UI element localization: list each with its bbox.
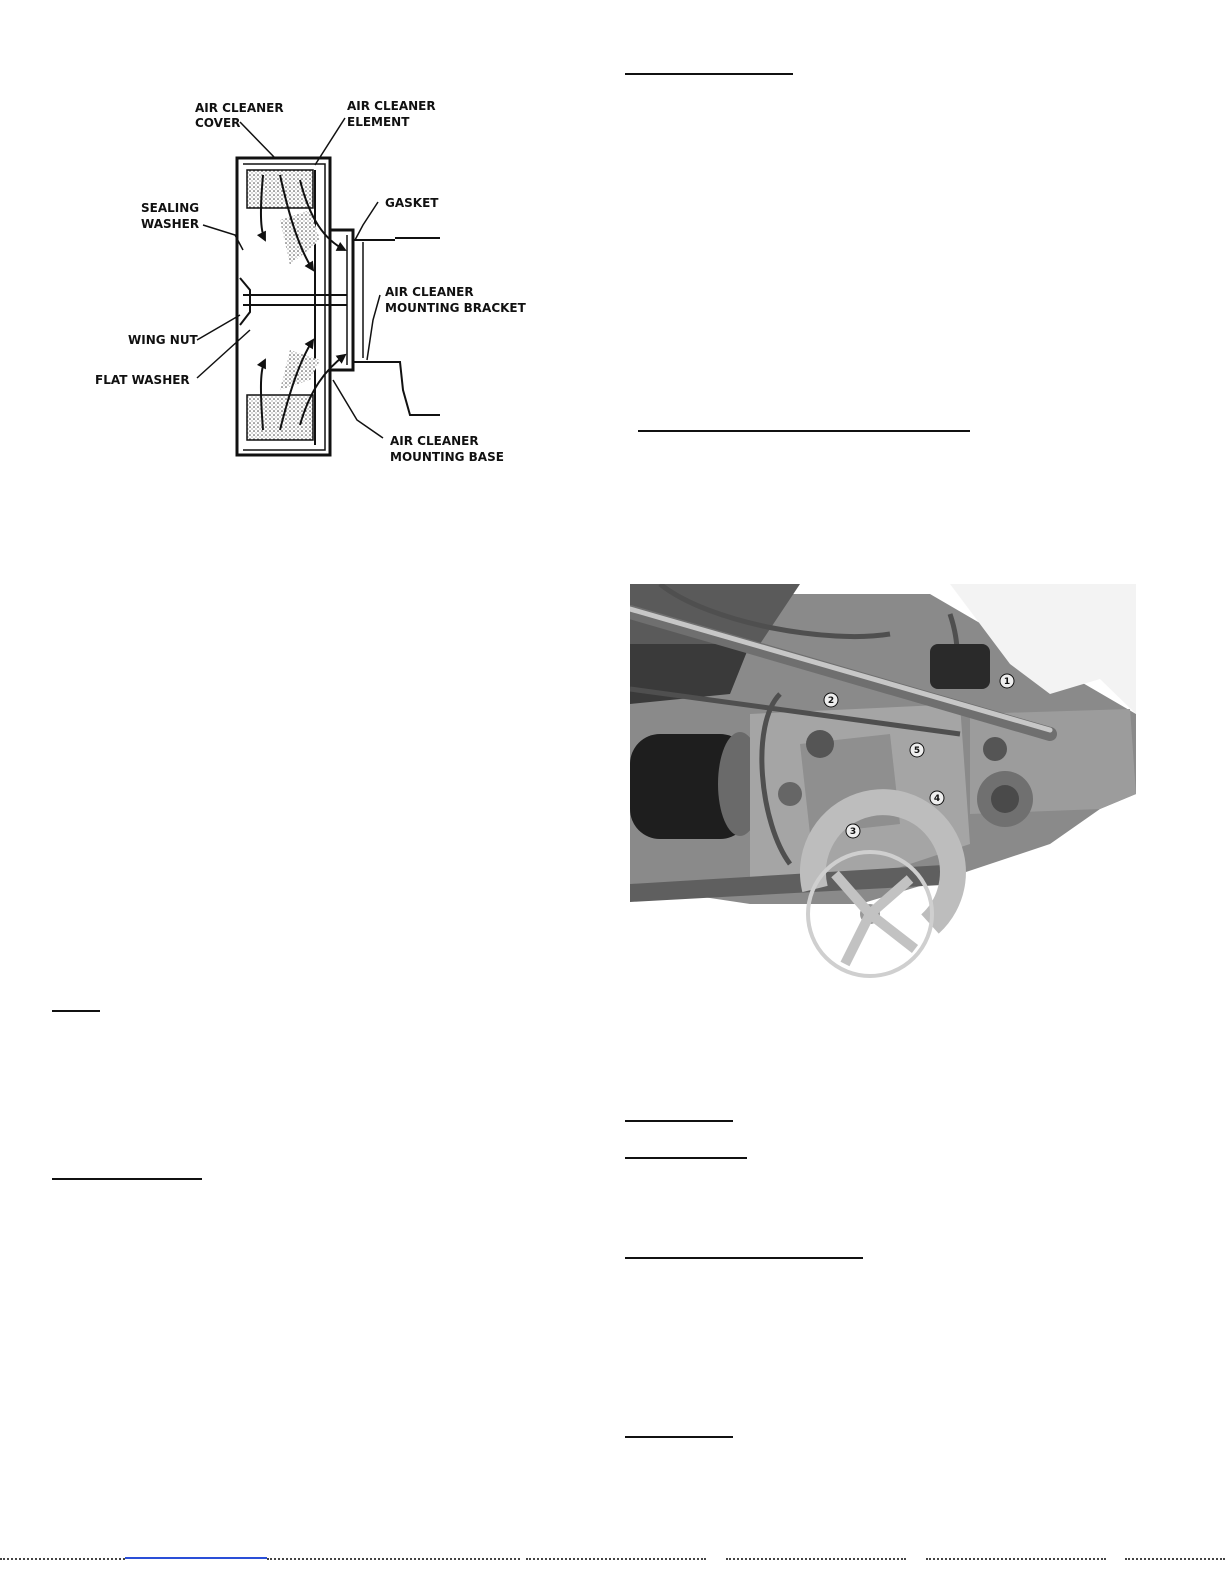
svg-text:3: 3 bbox=[849, 827, 857, 837]
footer-link-underline[interactable] bbox=[125, 1557, 267, 1559]
label-flat-washer: FLAT WASHER bbox=[95, 373, 190, 387]
footer-dotted-rule-6 bbox=[1125, 1558, 1225, 1560]
label-wing-nut: WING NUT bbox=[128, 333, 198, 347]
label-sealing-washer-2: WASHER bbox=[141, 217, 200, 231]
footer-dotted-rule-5 bbox=[926, 1558, 1106, 1560]
heading-rule-right-5 bbox=[625, 1257, 863, 1259]
engine-photo bbox=[630, 584, 1136, 984]
footer-dotted-rule-2 bbox=[267, 1558, 520, 1560]
heading-rule-right-3 bbox=[625, 1120, 733, 1122]
footer-dotted-rule-3 bbox=[526, 1558, 706, 1560]
footer-dotted-rule-4 bbox=[726, 1558, 906, 1560]
heading-rule-right-2 bbox=[638, 430, 970, 432]
svg-text:5: 5 bbox=[913, 746, 921, 756]
label-cover-2: COVER bbox=[195, 116, 241, 130]
label-gasket: GASKET bbox=[385, 196, 439, 210]
label-cover-1: AIR CLEANER bbox=[195, 101, 284, 115]
heading-rule-right-1 bbox=[625, 73, 793, 75]
heading-rule-right-4 bbox=[625, 1157, 747, 1159]
heading-rule-left-1 bbox=[52, 1010, 100, 1012]
callout-4 bbox=[930, 791, 944, 805]
callout-3 bbox=[846, 824, 860, 838]
label-element-2: ELEMENT bbox=[347, 115, 410, 129]
label-base-2: MOUNTING BASE bbox=[390, 450, 504, 464]
label-element-1: AIR CLEANER bbox=[347, 99, 436, 113]
label-bracket-1: AIR CLEANER bbox=[385, 285, 474, 299]
heading-rule-left-2 bbox=[52, 1178, 202, 1180]
heading-rule-right-6 bbox=[625, 1436, 733, 1438]
footer-dotted-rule-1 bbox=[0, 1558, 125, 1560]
label-base-1: AIR CLEANER bbox=[390, 434, 479, 448]
callout-5 bbox=[910, 743, 924, 757]
air-cleaner-diagram bbox=[85, 90, 545, 470]
callout-2 bbox=[824, 693, 838, 707]
svg-text:4: 4 bbox=[933, 794, 941, 804]
callout-1 bbox=[1000, 674, 1014, 688]
label-bracket-2: MOUNTING BRACKET bbox=[385, 301, 526, 315]
svg-text:2: 2 bbox=[827, 696, 835, 706]
svg-text:1: 1 bbox=[1003, 677, 1011, 687]
label-sealing-washer-1: SEALING bbox=[141, 201, 200, 215]
